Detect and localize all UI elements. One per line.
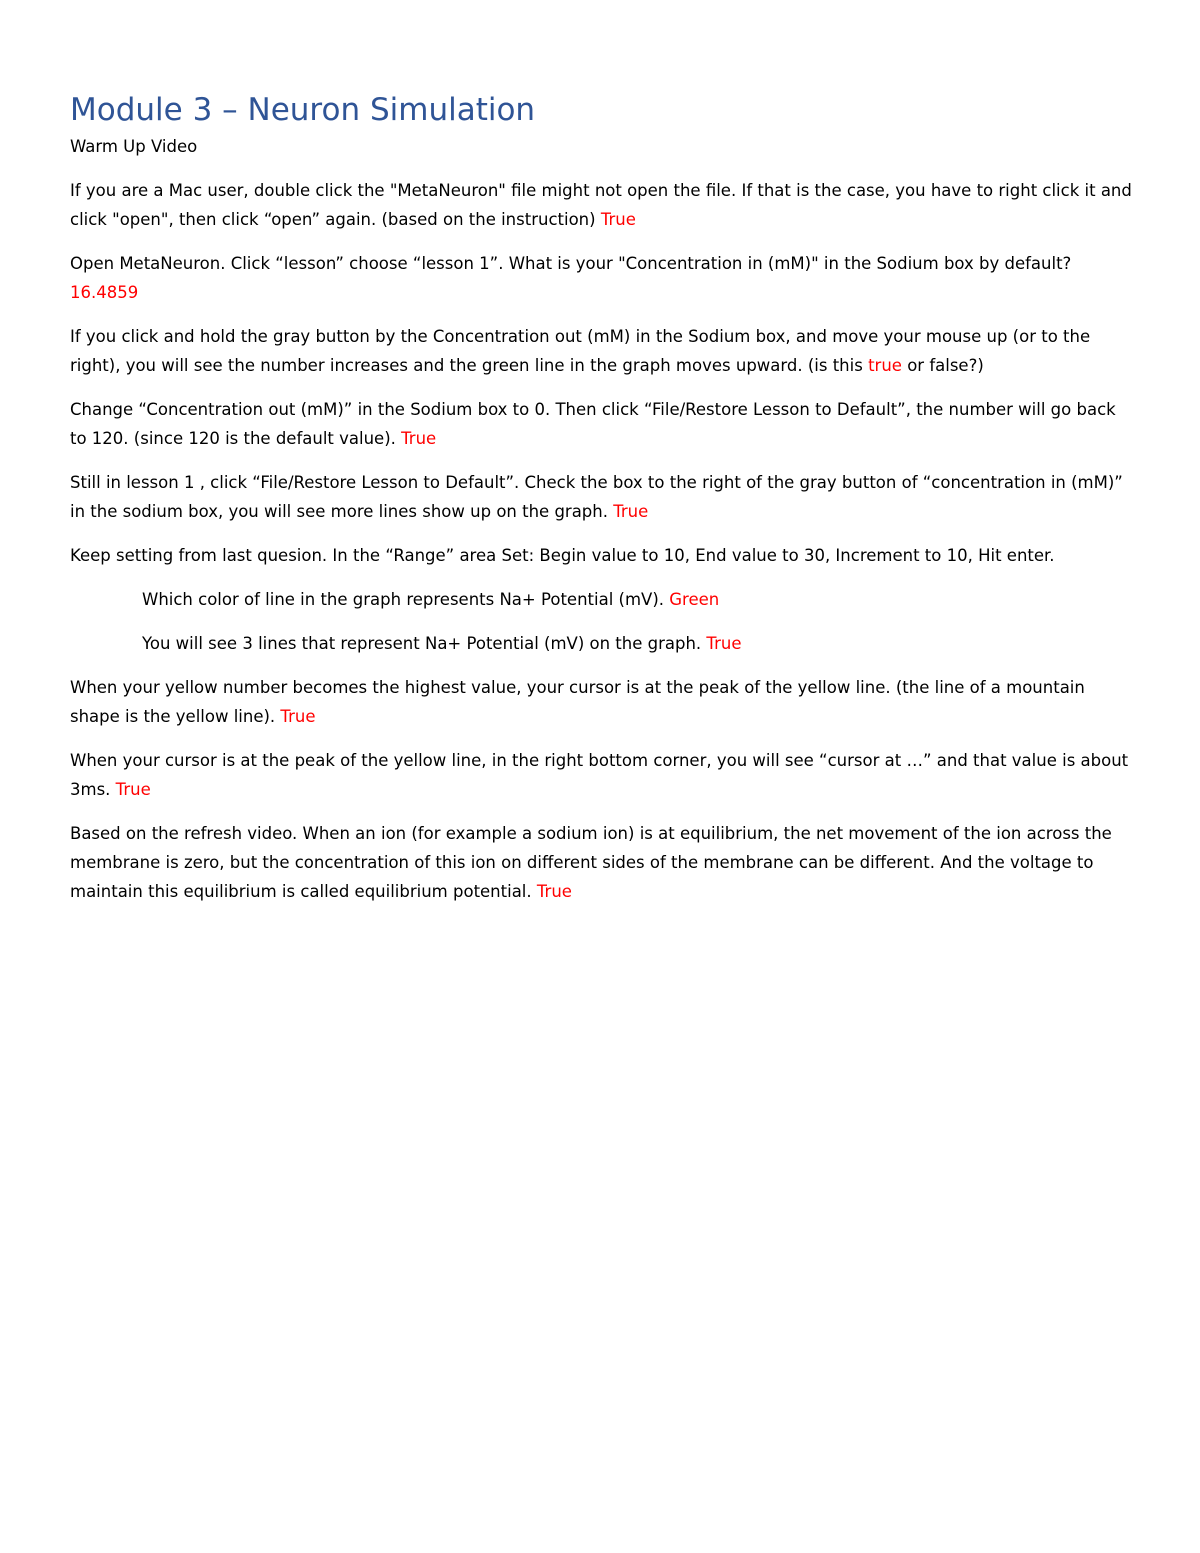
question-cursor-at: [70, 746, 1132, 804]
question-text: Which color of line in the graph represents Na+ Potential (mV).: [142, 590, 670, 609]
instruction-text: Keep setting from last quesion. In the “Range” area Set: Begin value to 10, End value to 30, Increment to 10, Hit enter.: [70, 546, 1055, 565]
answer-text: True: [600, 210, 636, 229]
question-gray-button: [70, 322, 1132, 380]
question-text: If you are a Mac user, double click the "MetaNeuron" file might not open the file. If that is the case, you have to right click it and click "open", then click “open” again. (based on the instruction): [70, 181, 1132, 229]
question-restore-default: [70, 395, 1132, 453]
question-text-tail: or false?): [901, 356, 984, 375]
answer-text: True: [536, 882, 572, 901]
question-three-lines: [70, 629, 1132, 658]
question-text: When your yellow number becomes the highest value, your cursor is at the peak of the yellow line. (the line of a mountain shape is the yellow line).: [70, 678, 1085, 726]
answer-text: 16.4859: [70, 283, 139, 302]
question-text: Based on the refresh video. When an ion (for example a sodium ion) is at equilibrium, the net movement of the ion across the membrane is zero, but the concentration of this ion on different sides of the membrane can be different. And the voltage to maintain this equilibrium is called equilibrium potential.: [70, 824, 1112, 901]
question-text: Still in lesson 1 , click “File/Restore Lesson to Default”. Check the box to the right of the gray button of “concentration in (mM)” in the sodium box, you will see more lines show up on the graph.: [70, 473, 1123, 521]
answer-text: True: [280, 707, 316, 726]
question-text: Open MetaNeuron. Click “lesson” choose “lesson 1”. What is your "Concentration in (mM)" in the Sodium box by default?: [70, 254, 1072, 273]
question-line-color: [70, 585, 1132, 614]
question-text: When your cursor is at the peak of the yellow line, in the right bottom corner, you will see “cursor at …” and that value is about 3ms.: [70, 751, 1129, 799]
question-text: You will see 3 lines that represent Na+ Potential (mV) on the graph.: [142, 634, 707, 653]
answer-text: Green: [669, 590, 720, 609]
question-text: Change “Concentration out (mM)” in the Sodium box to 0. Then click “File/Restore Lesson to Default”, the number will go back to 120. (since 120 is the default value).: [70, 400, 1116, 448]
question-yellow-number: [70, 673, 1132, 731]
page-subtitle: Warm Up Video: [70, 137, 198, 156]
answer-text: True: [706, 634, 742, 653]
answer-text: True: [613, 502, 649, 521]
question-concentration-in: [70, 249, 1132, 307]
question-check-box: [70, 468, 1132, 526]
question-mac-user: [70, 176, 1132, 234]
question-equilibrium: [70, 819, 1132, 906]
answer-text: True: [401, 429, 437, 448]
answer-text: true: [868, 356, 902, 375]
page-title: Module 3 – Neuron Simulation: [70, 92, 536, 128]
question-text: If you click and hold the gray button by the Concentration out (mM) in the Sodium box, and move your mouse up (or to the right), you will see the number increases and the green line in the graph moves upward. (is this: [70, 327, 1091, 375]
document-body: [70, 88, 1132, 921]
instruction-range: [70, 541, 1132, 570]
answer-text: True: [115, 780, 151, 799]
